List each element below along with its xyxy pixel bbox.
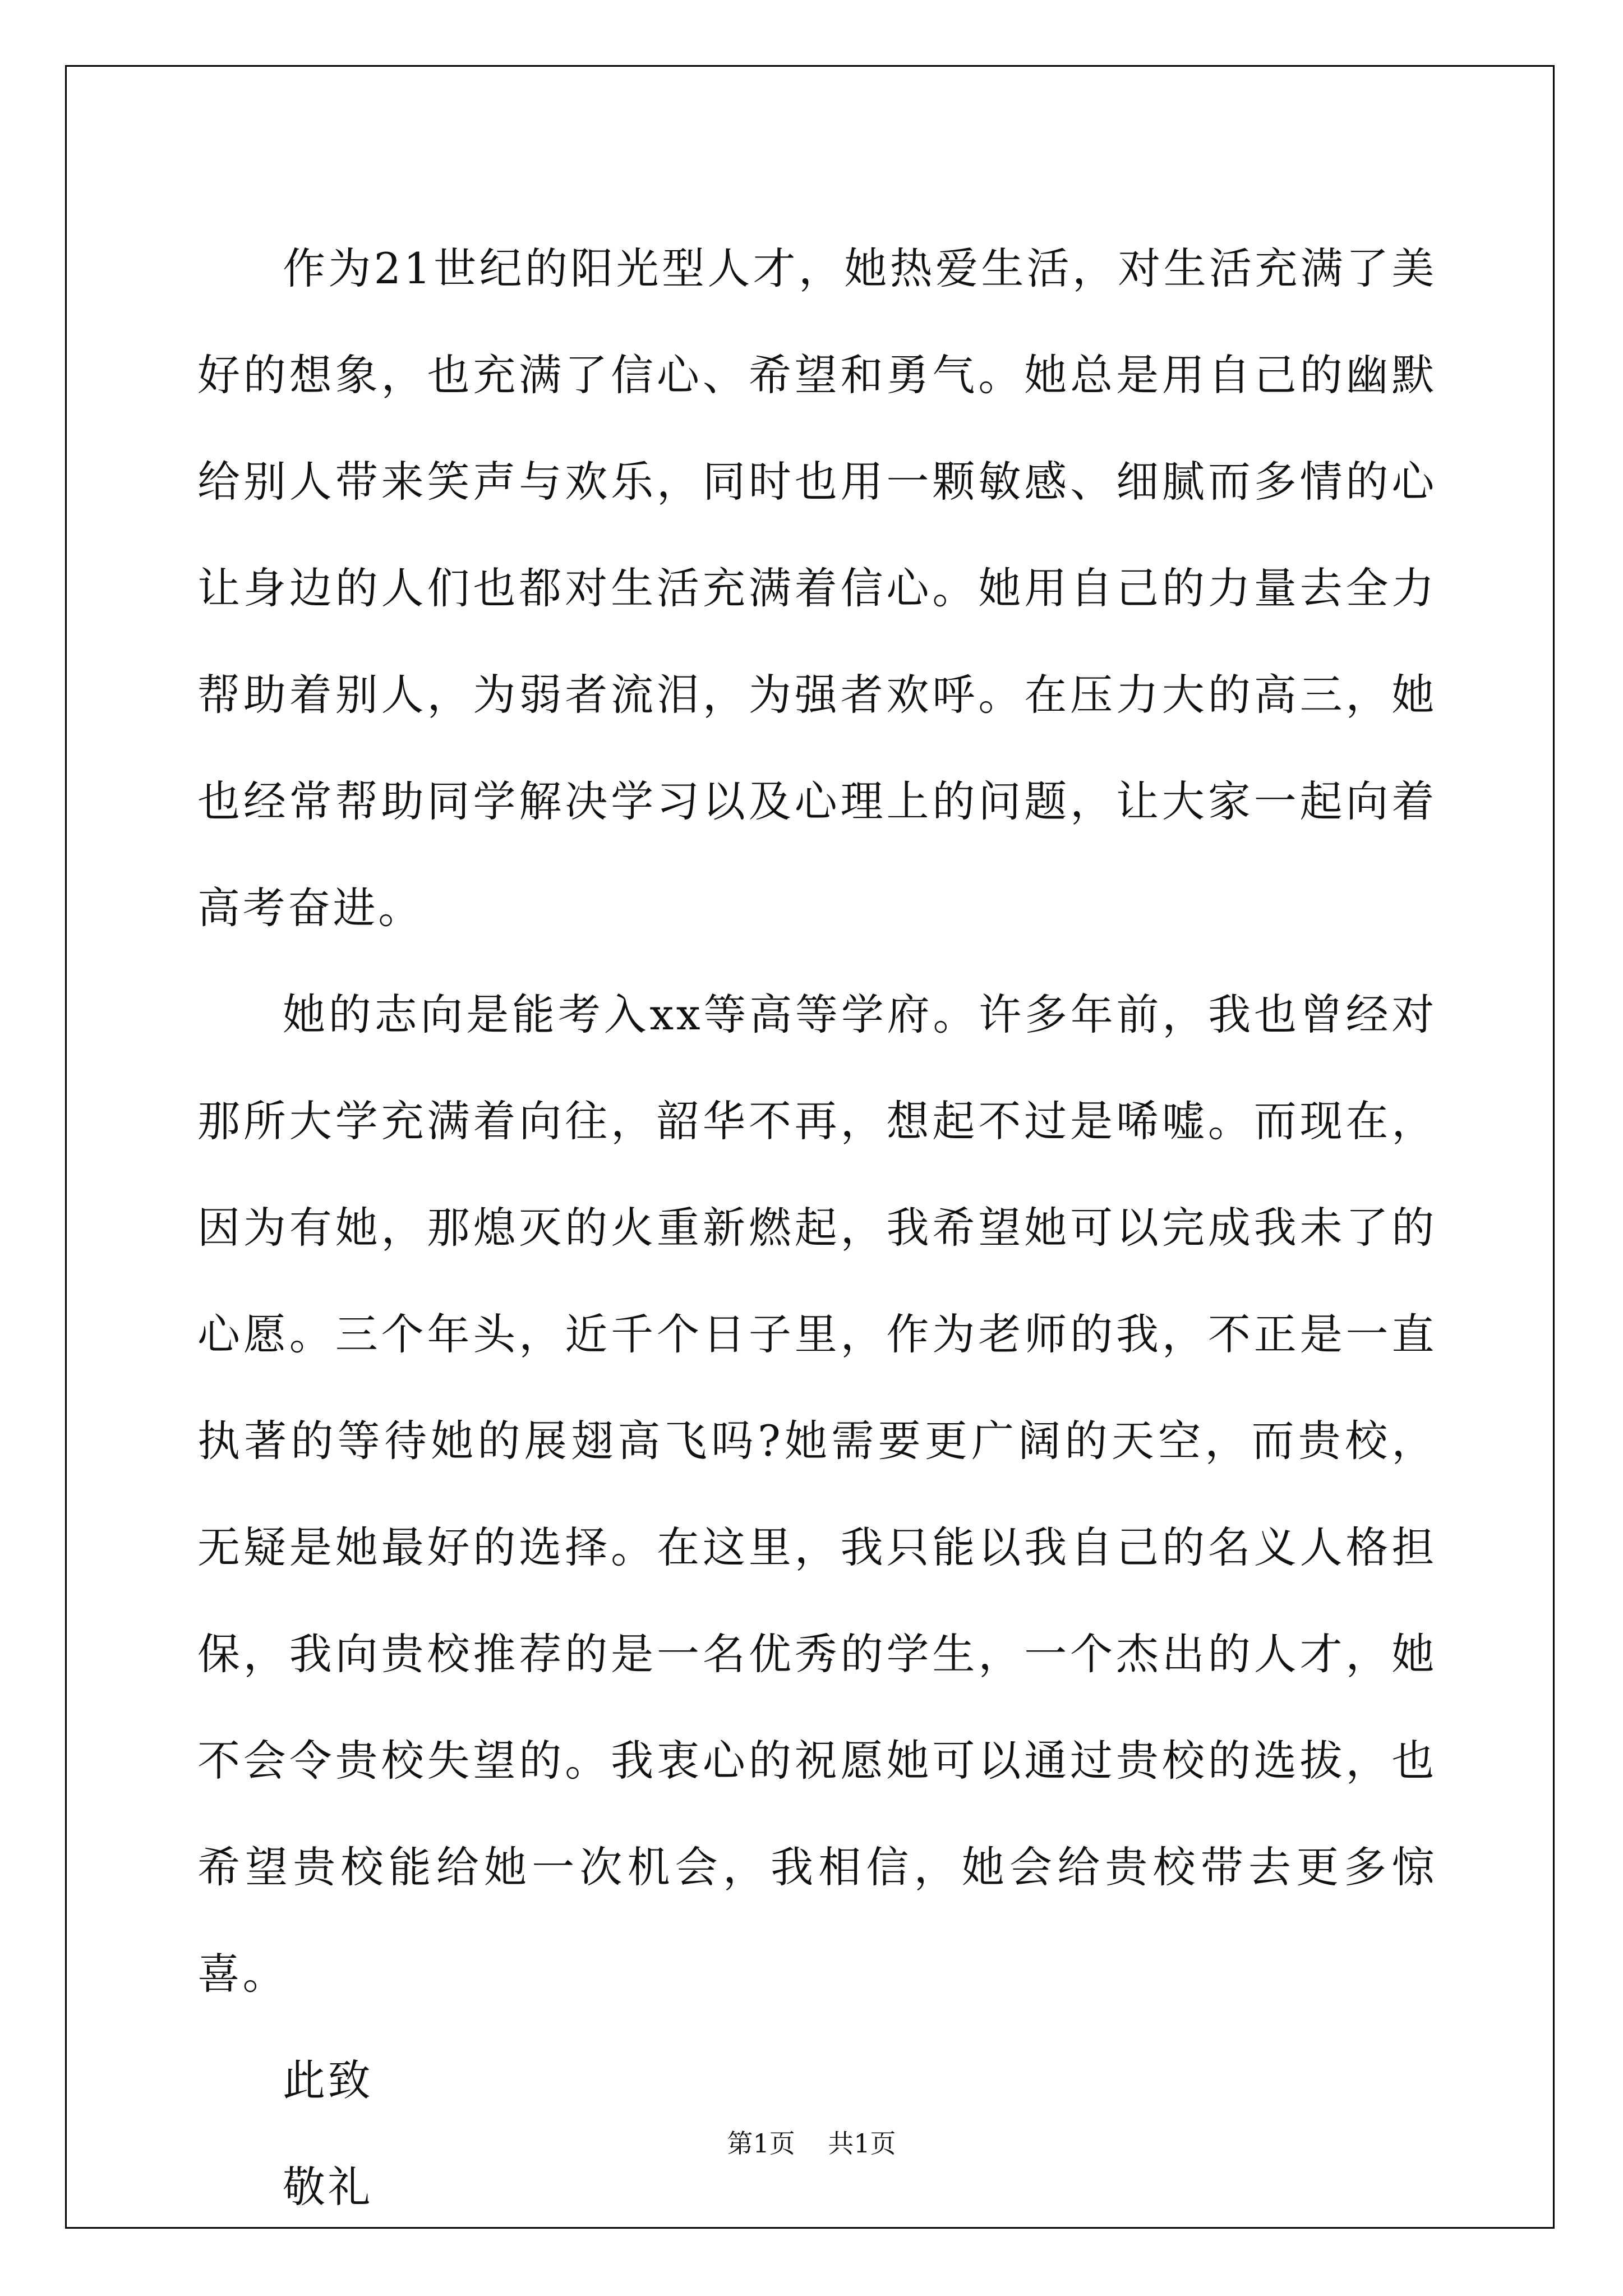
closing-regards: 敬礼 — [283, 2162, 374, 2212]
paragraph-1: 作为21世纪的阳光型人才，她热爱生活，对生活充满了美好的想象，也充满了信心、希望和勇气。她总是用自己的幽默给别人带来笑声与欢乐，同时也用一颗敏感、细腻而多情的心让身边的人们也都对生活充满着信心。她用自己的力量去全力帮助着别人，为弱者流泪，为强者欢呼。在压力大的高三，她也经常帮助同学解决学习以及心理上的问题，让大家一起向着高考奋进。 — [197, 243, 1437, 933]
paragraph-2: 她的志向是能考入xx等高等学府。许多年前，我也曾经对那所大学充满着向往，韶华不再，想起不过是唏嘘。而现在，因为有她，那熄灭的火重新燃起，我希望她可以完成我未了的心愿。三个年头，近千个日子里，作为老师的我，不正是一直执著的等待她的展翅高飞吗?她需要更广阔的天空，而贵校，无疑是她最好的选择。在这里，我只能以我自己的名义人格担保，我向贵校推荐的是一名优秀的学生，一个杰出的人才，她不会令贵校失望的。我衷心的祝愿她可以通过贵校的选拔，也希望贵校能给她一次机会，我相信，她会给贵校带去更多惊喜。 — [197, 990, 1437, 1999]
page-footer: 第1页 共1页 — [727, 2128, 896, 2159]
closing-salutation: 此致 — [283, 2055, 374, 2105]
letter-body — [197, 215, 1437, 2240]
